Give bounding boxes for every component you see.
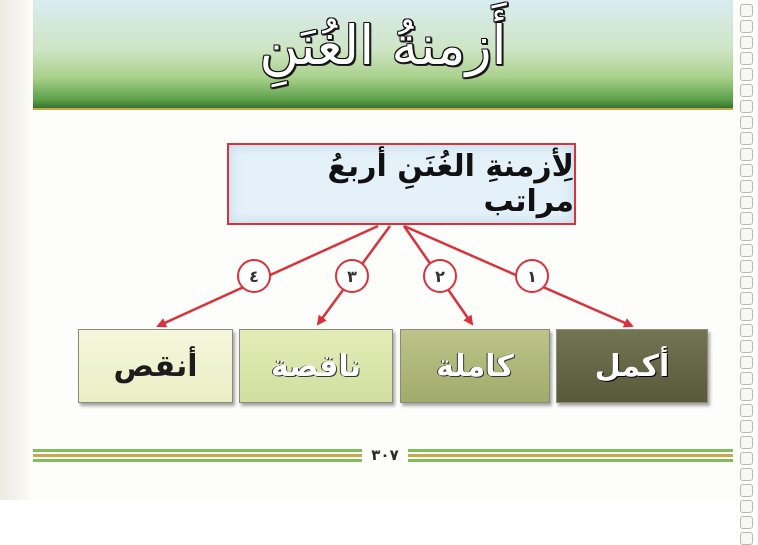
binding-ring [740, 516, 753, 529]
root-node-label: لِأزمنةِ الغُنَنِ أربعُ مراتب [327, 149, 574, 219]
rank-node-1-label: أكمل [594, 348, 670, 384]
badge-3-number: ٣ [347, 267, 357, 286]
rank-node-1 [556, 329, 708, 403]
rank-node-4-label: أنقص [113, 348, 198, 384]
badge-2 [424, 260, 456, 292]
rank-node-4 [78, 329, 233, 403]
badge-2-number: ٢ [435, 267, 445, 286]
badge-1 [516, 260, 548, 292]
rank-node-3-label: ناقصة [271, 348, 361, 384]
badge-4 [238, 260, 270, 292]
banner-title: أَزمنةُ الغُنَنِ [259, 14, 507, 77]
page-number: ٣٠٧ [362, 444, 408, 466]
rank-node-2 [400, 329, 550, 403]
badge-1-number: ١ [527, 267, 537, 286]
binding-ring [740, 532, 753, 545]
rank-node-2-label: كاملة [436, 348, 514, 384]
badge-3 [336, 260, 368, 292]
binding-ring [740, 500, 753, 513]
rank-node-3 [239, 329, 393, 403]
badge-4-number: ٤ [249, 267, 259, 286]
